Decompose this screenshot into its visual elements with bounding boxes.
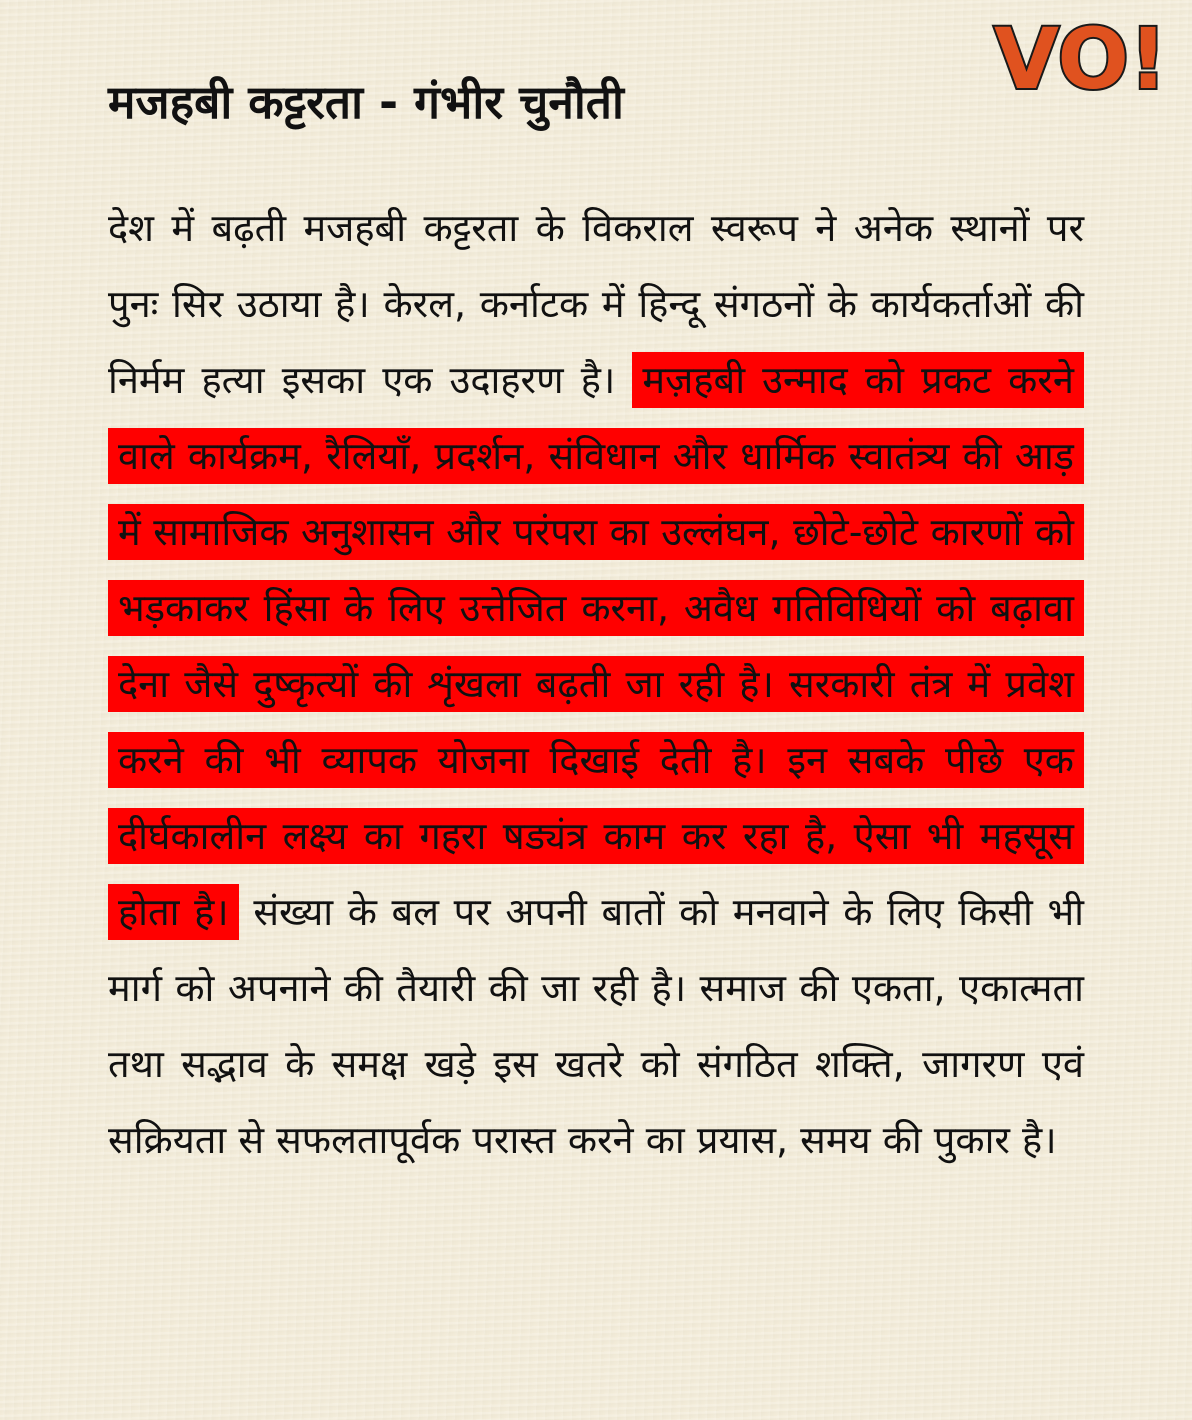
highlighted-passage: मज़हबी उन्माद को प्रकट करने वाले कार्यक्रम, रैलियाँ, प्रदर्शन, संविधान और धार्मिक स्वातंत्र्य की आड़ में सामाजिक अनुशासन और परंपरा का उल्लंघन, छोटे-छोटे कारणों को भड़काकर हिंसा के लिए उत्तेजित करना, अवैध गतिविधियों को बढ़ावा देना जैसे दुष्कृत्यों की शृंखला बढ़ती जा रही है। सरकारी तंत्र में प्रवेश करने की भी व्यापक योजना दिखाई देती है। इन सबके पीछे एक दीर्घकालीन लक्ष्य का गहरा षड्यंत्र काम कर रहा है, ऐसा भी महसूस होता है। (108, 352, 1084, 940)
article-body (108, 190, 1084, 1178)
page-title: मजहबी कट्टरता - गंभीर चुनौती (108, 75, 624, 129)
logo-text: VO! (994, 10, 1168, 108)
article-conclusion: संख्या के बल पर अपनी बातों को मनवाने के लिए किसी भी मार्ग को अपनाने की तैयारी की जा रही है। समाज की एकता, एकात्मता तथा सद्भाव के समक्ष खड़े इस खतरे को संगठित शक्ति, जागरण एवं सक्रियता से सफलतापूर्वक परास्त करने का प्रयास, समय की पुकार है। (108, 890, 1084, 1162)
vo-logo (990, 10, 1170, 120)
article-intro: देश में बढ़ती मजहबी कट्टरता के विकराल स्वरूप ने अनेक स्थानों पर पुनः सिर उठाया है। केरल, कर्नाटक में हिन्दू संगठनों के कार्यकर्ताओं की निर्मम हत्या इसका एक उदाहरण है। (108, 206, 1084, 402)
